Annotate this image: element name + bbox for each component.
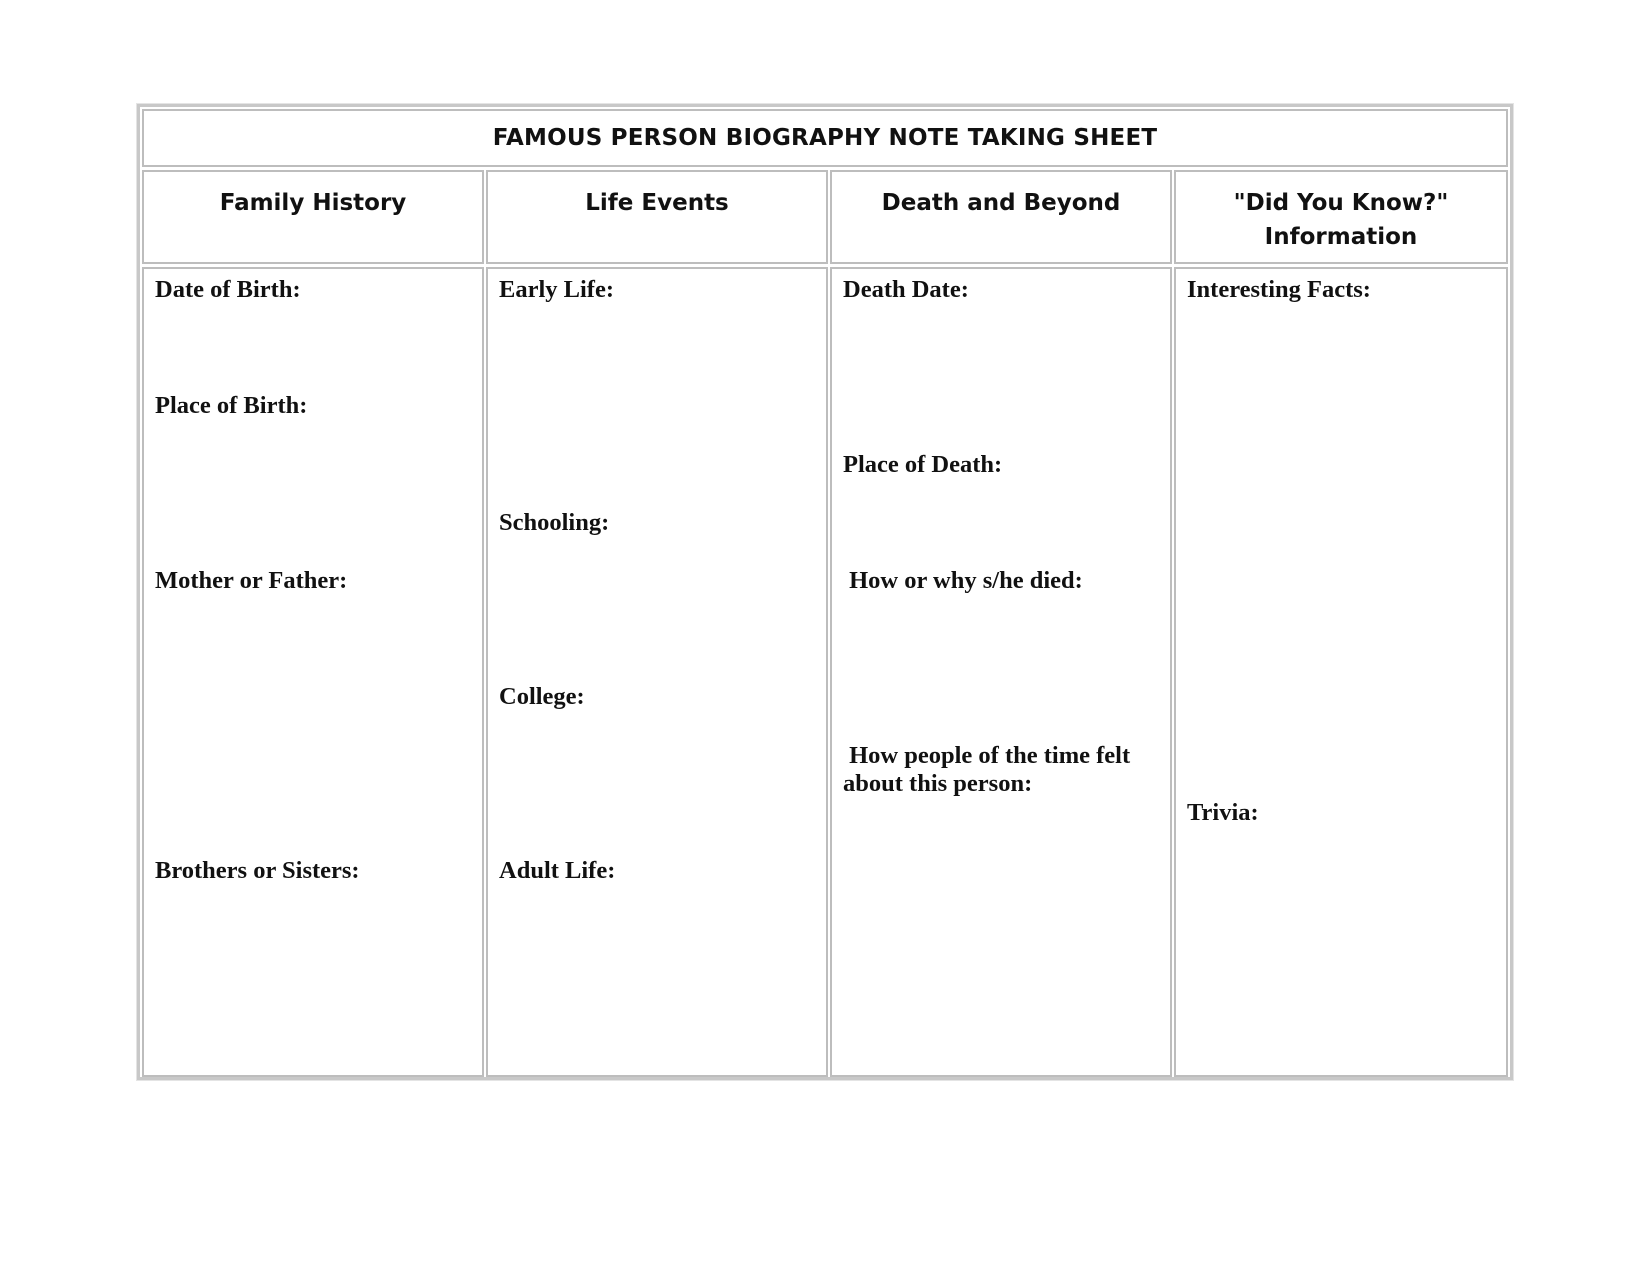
header-death-and-beyond bbox=[830, 170, 1172, 264]
how-people-felt-label: How people of the time felt about this person: bbox=[843, 742, 1131, 797]
family-history-cell[interactable] bbox=[142, 267, 484, 1077]
trivia-label: Trivia: bbox=[1187, 799, 1259, 826]
date-of-birth-label: Date of Birth: bbox=[155, 276, 301, 303]
place-of-death-label: Place of Death: bbox=[843, 451, 1003, 478]
schooling-label: Schooling: bbox=[499, 509, 610, 536]
brothers-or-sisters-label: Brothers or Sisters: bbox=[155, 857, 360, 884]
did-you-know-cell[interactable] bbox=[1174, 267, 1508, 1077]
place-of-birth-label: Place of Birth: bbox=[155, 392, 308, 419]
early-life-label: Early Life: bbox=[499, 276, 614, 303]
interesting-facts-label: Interesting Facts: bbox=[1187, 276, 1371, 303]
header-family-history-label: Family History bbox=[219, 190, 407, 216]
biography-note-sheet bbox=[137, 104, 1513, 1080]
death-and-beyond-cell[interactable] bbox=[830, 267, 1172, 1077]
header-did-you-know-label: "Did You Know?" Information bbox=[1233, 190, 1449, 250]
header-death-and-beyond-label: Death and Beyond bbox=[881, 190, 1121, 216]
death-date-label: Death Date: bbox=[843, 276, 969, 303]
header-did-you-know bbox=[1174, 170, 1508, 264]
header-family-history bbox=[142, 170, 484, 264]
college-label: College: bbox=[499, 683, 585, 710]
sheet-title: FAMOUS PERSON BIOGRAPHY NOTE TAKING SHEET bbox=[142, 109, 1508, 167]
header-life-events-label: Life Events bbox=[585, 190, 729, 216]
header-life-events bbox=[486, 170, 828, 264]
life-events-cell[interactable] bbox=[486, 267, 828, 1077]
adult-life-label: Adult Life: bbox=[499, 857, 616, 884]
how-or-why-died-label: How or why s/he died: bbox=[843, 567, 1083, 594]
mother-or-father-label: Mother or Father: bbox=[155, 567, 348, 594]
